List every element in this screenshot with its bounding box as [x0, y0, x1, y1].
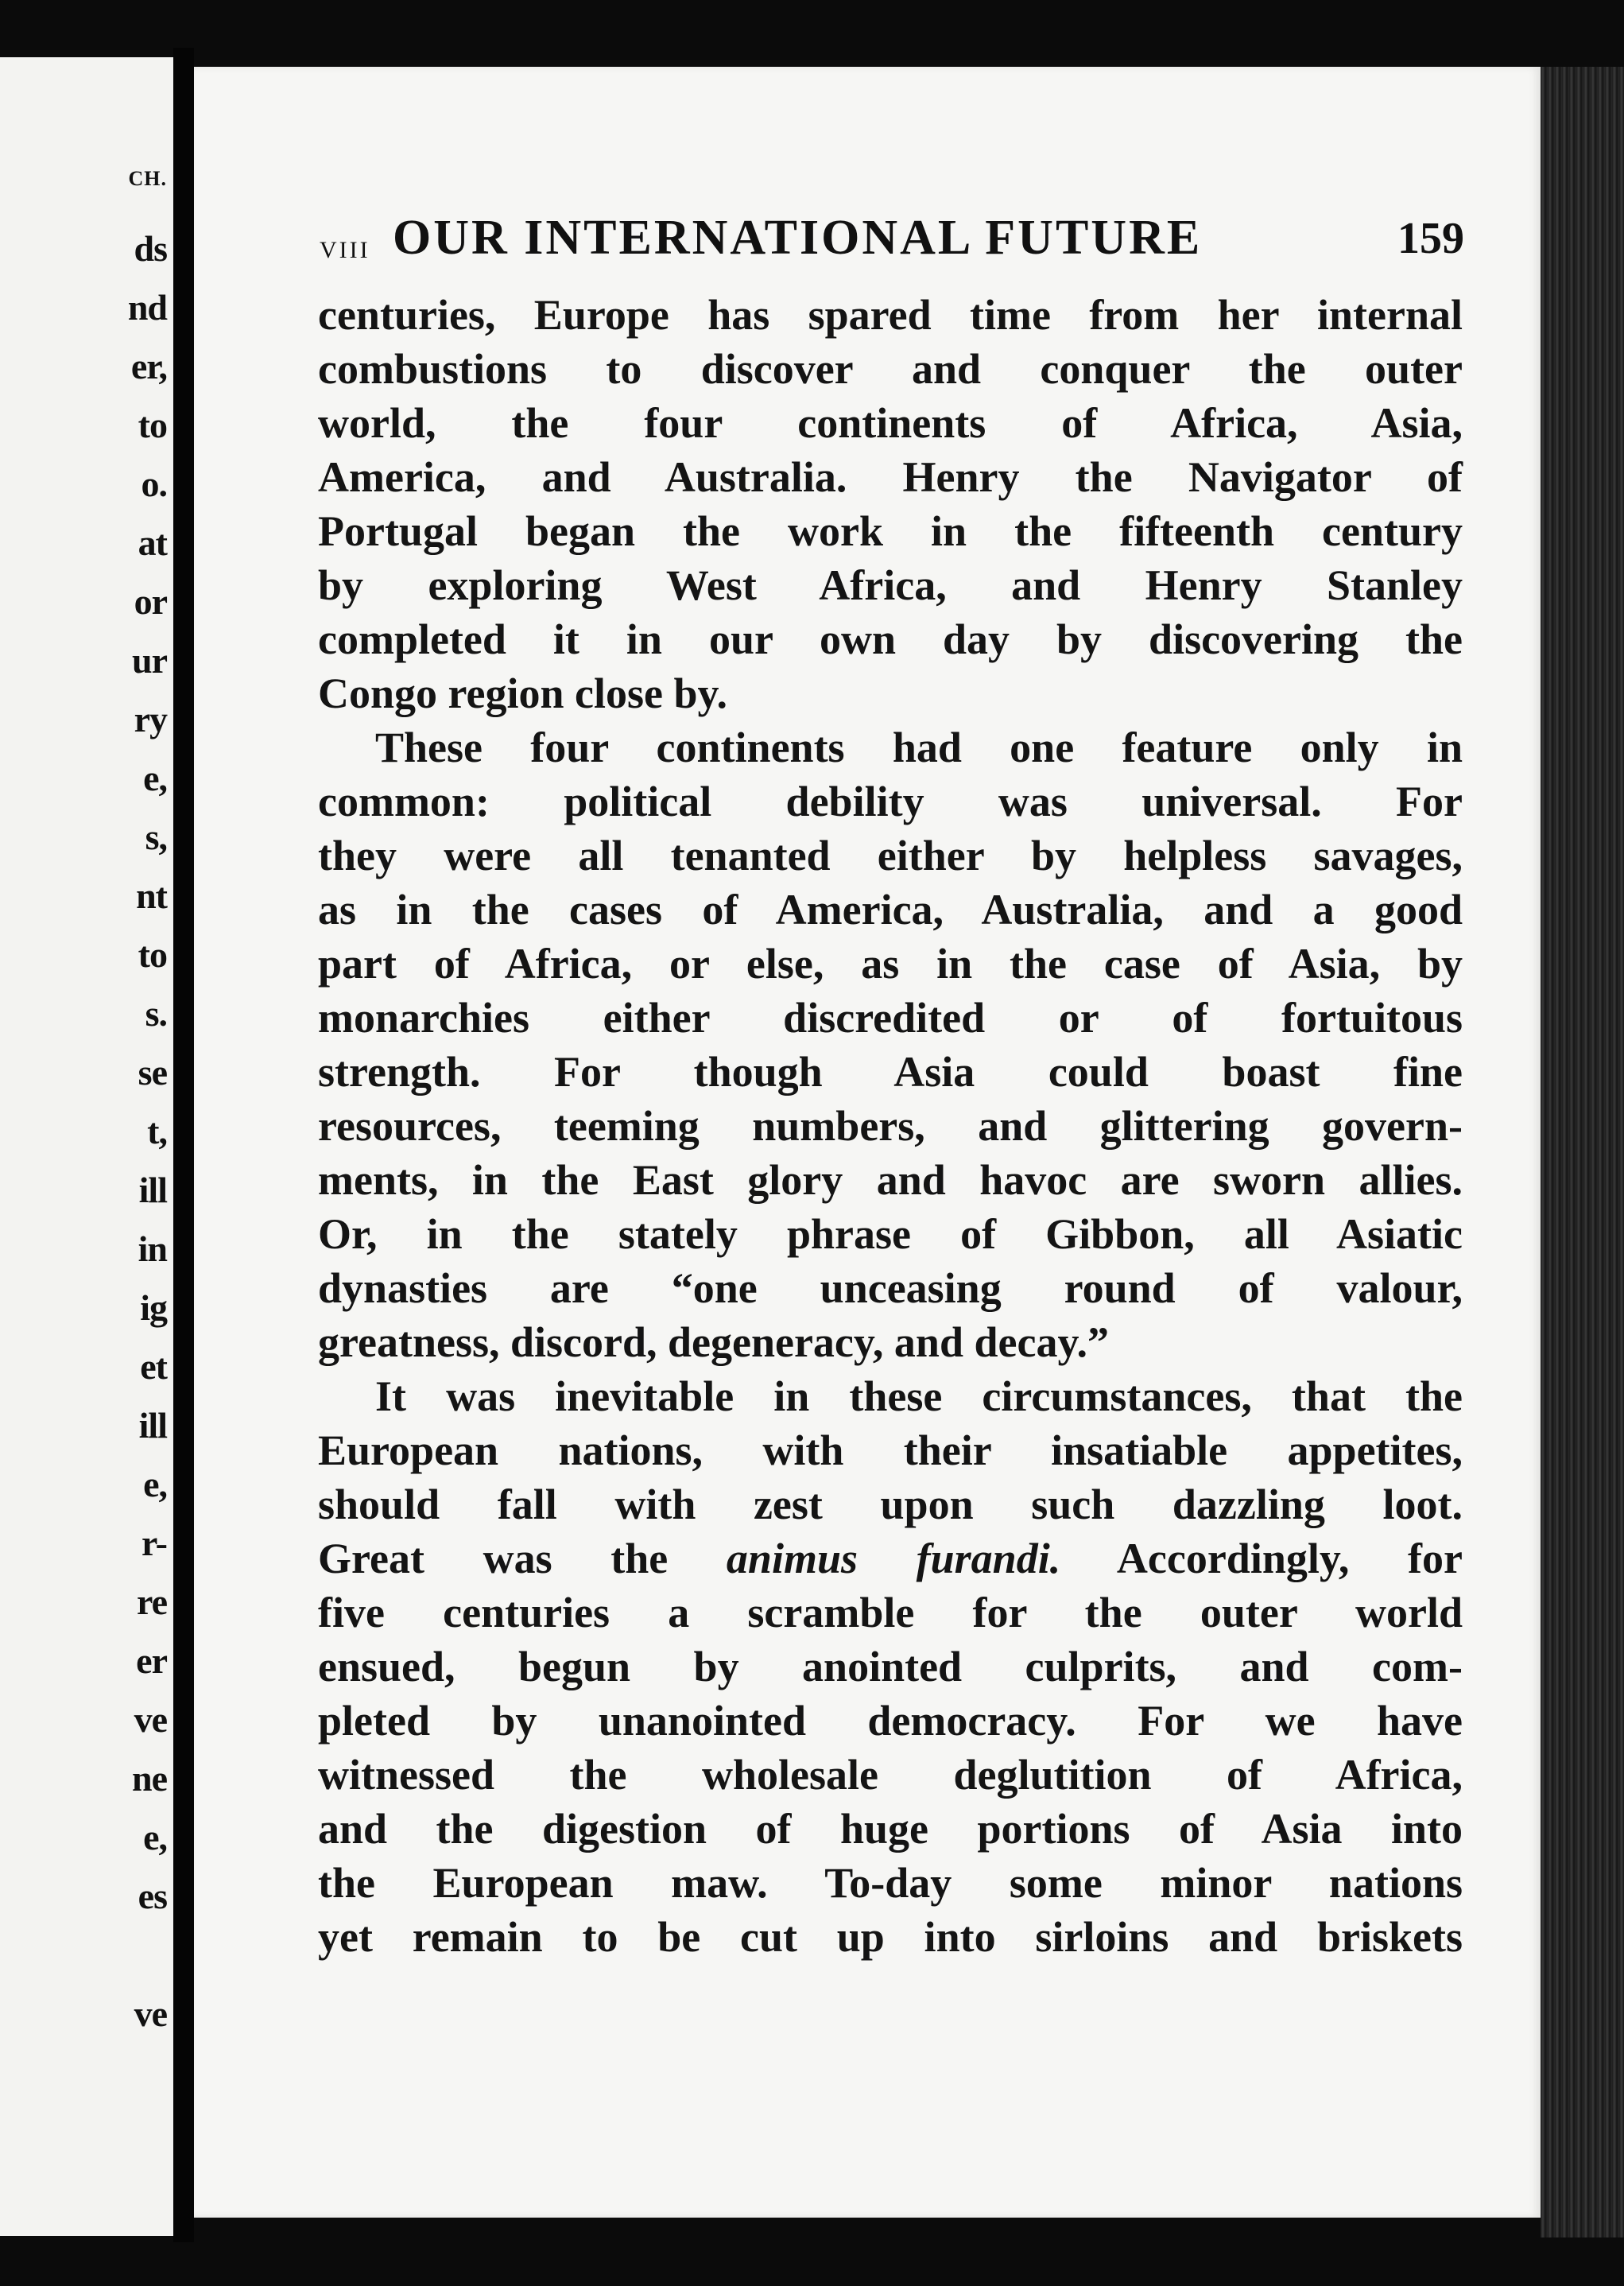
page-number: 159	[1397, 214, 1464, 263]
facing-page-text-fragment: ill	[138, 1170, 167, 1210]
facing-page-text-fragment: e,	[143, 1464, 167, 1504]
text-line: ments, in the East glory and havoc are sworn allies.	[318, 1156, 1463, 1204]
running-title: OUR INTERNATIONAL FUTURE	[393, 211, 1203, 265]
text-line: should fall with zest upon such dazzling loot.	[318, 1481, 1463, 1528]
text-line: greatness, discord, degeneracy, and decay.”	[318, 1318, 1109, 1366]
text-line: resources, teeming numbers, and glittering govern-	[318, 1102, 1463, 1150]
facing-page-text-fragment: es	[138, 1876, 167, 1916]
facing-page-text-fragment: et	[140, 1346, 167, 1387]
text-line: the European maw. To-day some minor nations	[318, 1859, 1463, 1907]
body-text	[318, 288, 1463, 1964]
facing-page-text-fragment: or	[134, 581, 167, 622]
facing-page-text-fragment: e,	[143, 758, 167, 798]
facing-page-text-fragment: to	[138, 405, 167, 445]
text-segment: Great was the	[318, 1535, 727, 1582]
facing-page-text-fragment: s.	[145, 993, 167, 1034]
facing-page-text-fragment: ve	[134, 1699, 167, 1740]
text-line: combustions to discover and conquer the outer	[318, 345, 1463, 393]
facing-page-text-fragment: to	[138, 934, 167, 975]
facing-page-text-fragment: nt	[136, 875, 167, 916]
running-head	[320, 210, 1464, 281]
facing-page-text-fragment: ry	[134, 699, 167, 739]
text-line: part of Africa, or else, as in the case of Asia, by	[318, 940, 1463, 988]
text-line: European nations, with their insatiable appetites,	[318, 1426, 1463, 1474]
facing-page-text-fragment: ill	[138, 1405, 167, 1446]
text-line: Congo region close by.	[318, 669, 728, 717]
text-line: and the digestion of huge portions of Asia into	[318, 1805, 1463, 1853]
text-line: completed it in our own day by discovering the	[318, 615, 1463, 663]
text-line: Portugal began the work in the fifteenth century	[318, 507, 1463, 555]
text-line: ensued, begun by anointed culprits, and com-	[318, 1643, 1463, 1690]
text-line: yet remain to be cut up into sirloins and briskets	[318, 1913, 1463, 1961]
text-line: centuries, Europe has spared time from her internal	[318, 291, 1463, 339]
facing-page-text-fragment: at	[138, 522, 167, 563]
text-line: by exploring West Africa, and Henry Stanley	[318, 561, 1463, 609]
italic-phrase: animus furandi.	[726, 1535, 1061, 1582]
text-line: dynasties are “one unceasing round of valour,	[318, 1264, 1463, 1312]
text-line: they were all tenanted either by helpless savages,	[318, 832, 1463, 879]
text-line: witnessed the wholesale deglutition of Africa,	[318, 1751, 1463, 1799]
facing-page-text-fragment: ur	[132, 640, 167, 681]
facing-page-text-fragment: nd	[127, 287, 167, 328]
text-line: pleted by unanointed democracy. For we have	[318, 1697, 1463, 1745]
text-line: It was inevitable in these circumstances, that the	[375, 1372, 1463, 1420]
facing-page-text-fragment: er	[136, 1640, 167, 1681]
text-line: These four continents had one feature only in	[375, 724, 1463, 771]
facing-page-text-fragment: e,	[143, 1817, 167, 1857]
book-gutter	[173, 48, 194, 2242]
facing-page-text-fragment: ne	[132, 1758, 167, 1799]
chapter-number: VIII	[320, 237, 370, 263]
text-segment: Accordingly, for	[1060, 1535, 1463, 1582]
text-line	[318, 1531, 1463, 1585]
facing-page-text-fragment: se	[138, 1052, 167, 1093]
facing-page-text-fragment: ds	[134, 228, 167, 269]
book-page	[194, 67, 1541, 2218]
facing-page-text-fragment: in	[138, 1228, 167, 1269]
text-line: five centuries a scramble for the outer world	[318, 1589, 1463, 1636]
facing-page-fragment	[0, 57, 173, 2236]
text-line: monarchies either discredited or of fortuitous	[318, 994, 1463, 1042]
facing-page-text-fragment: s,	[145, 817, 167, 857]
text-line: Or, in the stately phrase of Gibbon, all Asiatic	[318, 1210, 1463, 1258]
facing-page-text-fragment: ve	[134, 1993, 167, 2034]
text-line: America, and Australia. Henry the Navigator of	[318, 453, 1463, 501]
text-line: world, the four continents of Africa, Asia,	[318, 399, 1463, 447]
facing-page-text-fragment: o.	[141, 464, 167, 504]
facing-page-text-fragment: re	[136, 1582, 167, 1622]
facing-page-text-fragment: r-	[141, 1523, 167, 1563]
facing-page-text-fragment: ig	[140, 1287, 167, 1328]
page-stack-edge	[1541, 67, 1624, 2237]
text-line: strength. For though Asia could boast fine	[318, 1048, 1463, 1096]
text-line: common: political debility was universal. For	[318, 778, 1463, 825]
text-line: as in the cases of America, Australia, and a good	[318, 886, 1463, 933]
facing-page-text-fragment: er,	[130, 346, 167, 386]
facing-page-text-fragment: CH.	[128, 167, 167, 190]
facing-page-text-fragment: t,	[147, 1111, 167, 1151]
